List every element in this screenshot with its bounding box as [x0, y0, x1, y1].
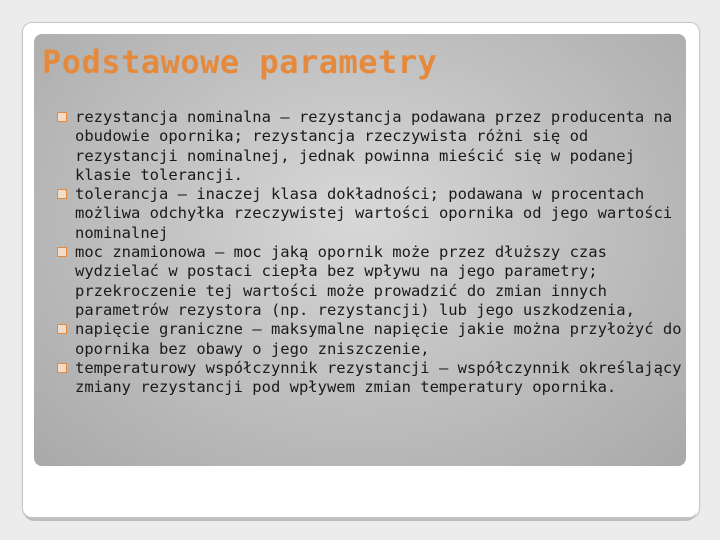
- bullet-item-napiecie-graniczne: [55, 320, 695, 359]
- bullet-text: napięcie graniczne – maksymalne napięcie jakie można przyłożyć do opornika bez obawy o jego zniszczenie,: [75, 320, 682, 358]
- bullet-item-temperaturowy-wspolczynnik: [55, 359, 695, 398]
- bullet-text: temperaturowy współczynnik rezystancji – współczynnik określający zmiany rezystancji pod wpływem zmian temperatury opornika.: [75, 358, 682, 397]
- square-bullet-icon: [57, 189, 67, 199]
- square-bullet-icon: [57, 363, 67, 373]
- bullet-item-moc-znamionowa: [55, 243, 695, 320]
- square-bullet-icon: [57, 324, 67, 334]
- square-bullet-icon: [57, 112, 67, 122]
- slide-title: Podstawowe parametry: [42, 43, 438, 81]
- bullet-item-rezystancja-nominalna: [55, 108, 695, 185]
- bullet-list: [55, 108, 695, 397]
- bullet-text: tolerancja – inaczej klasa dokładności; podawana w procentach możliwa odchyłka rzeczywistej wartości opornika od jego wartości nominalnej: [75, 185, 673, 242]
- slide-frame-bottom-edge: [24, 508, 696, 521]
- bullet-item-tolerancja: [55, 185, 695, 243]
- bullet-text: moc znamionowa – moc jaką opornik może przez dłuższy czas wydzielać w postaci ciepła bez wpływu na jego parametry; przekroczenie tej wartości może prowadzić do zmian innych parametrów rezystora (np. rezystancji) lub jego uszkodzenia,: [75, 243, 635, 319]
- square-bullet-icon: [57, 247, 67, 257]
- bullet-text: rezystancja nominalna – rezystancja podawana przez producenta na obudowie opornika; rezystancja rzeczywista różni się od rezystancji nominalnej, jednak powinna mieścić się w podanej klasie tolerancji.: [75, 108, 673, 184]
